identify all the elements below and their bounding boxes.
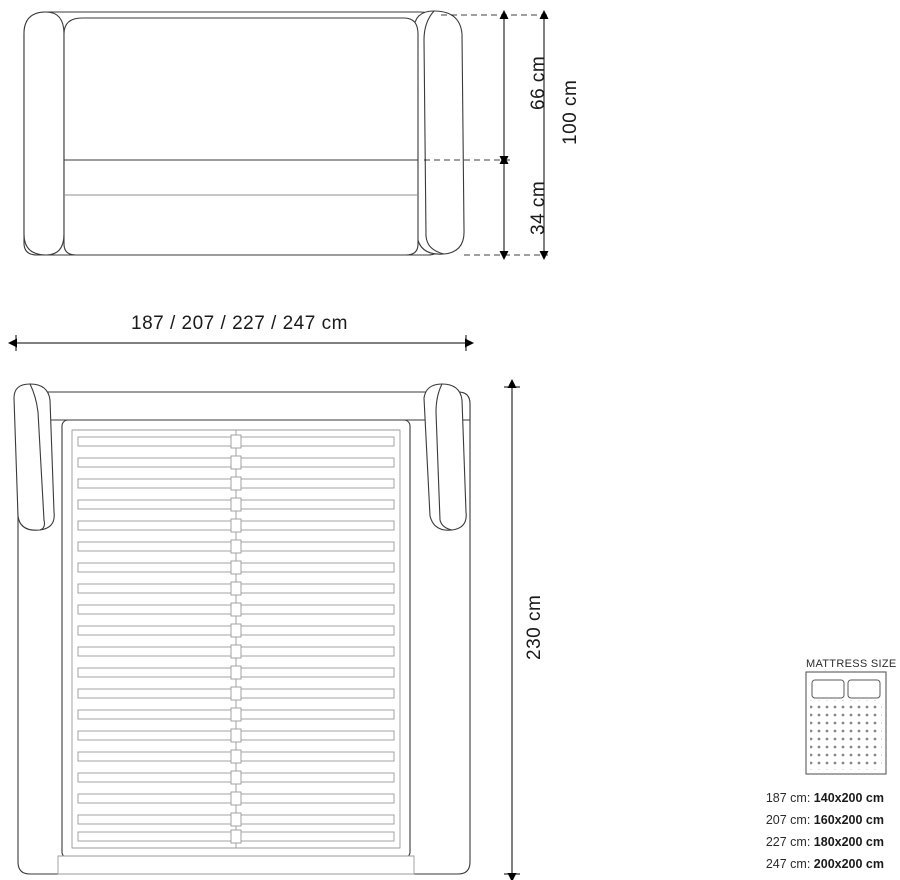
mattress-size-title: MATTRESS SIZE — [806, 658, 897, 670]
mattress-size-row — [766, 813, 884, 827]
mattress-size-value: 180x200 cm — [813, 835, 884, 849]
width-dimension-arrow — [16, 335, 466, 351]
mattress-size-bed-width: 207 cm: — [765, 813, 811, 827]
mattress-size-row — [766, 857, 884, 871]
mattress-size-row — [766, 791, 884, 805]
dimension-label-headboard-height: 66 cm — [528, 55, 549, 110]
mattress-size-value: 160x200 cm — [813, 813, 884, 827]
dimension-label-total-width: 187 / 207 / 227 / 247 cm — [131, 313, 348, 334]
dimension-label-total-length: 230 cm — [524, 594, 545, 660]
dimension-label-total-height: 100 cm — [560, 79, 581, 145]
dimension-label-base-height: 34 cm — [528, 180, 549, 235]
mattress-size-value: 200x200 cm — [813, 857, 884, 871]
mattress-size-icon — [806, 672, 886, 774]
mattress-size-bed-width: 247 cm: — [765, 857, 811, 871]
mattress-size-bed-width: 227 cm: — [765, 835, 811, 849]
length-dimension-arrow — [504, 387, 520, 874]
front-elevation-view — [24, 11, 464, 255]
mattress-size-value: 140x200 cm — [813, 791, 884, 805]
mattress-size-bed-width: 187 cm: — [765, 791, 811, 805]
mattress-size-row — [766, 835, 884, 849]
